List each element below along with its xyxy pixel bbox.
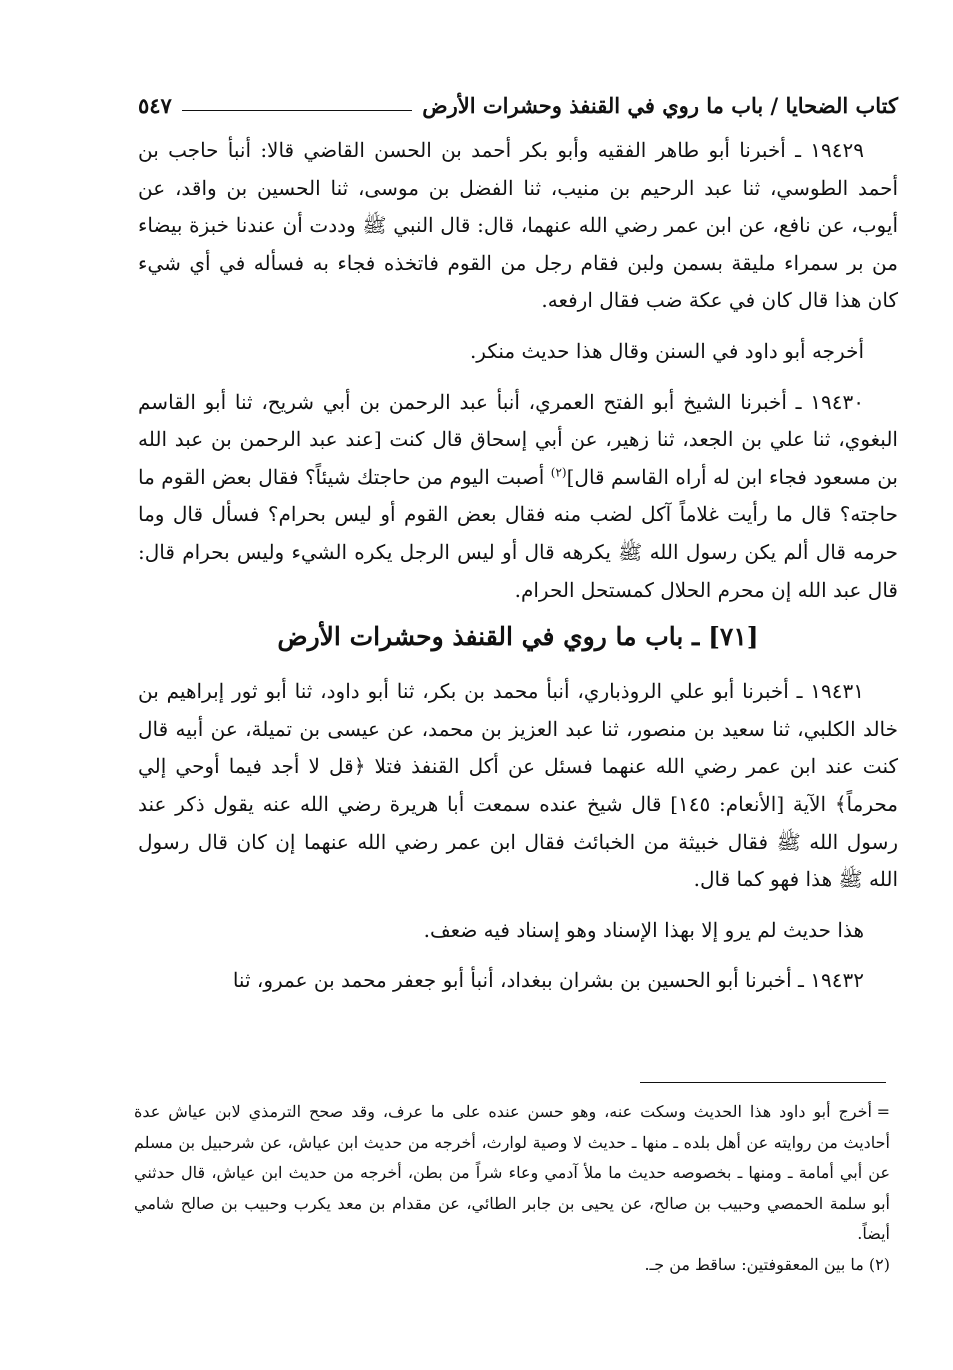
hadith-19430-part1: ١٩٤٣٠ ـ أخبرنا الشيخ أبو الفتح العمري، أنبأ عبد الرحمن بن أبي شريح، ثنا أبو القاسم البغوي، ثنا علي بن الجعد، ثنا زهير، عن أبي إسحاق قال كنت [عند عبد الرحمن بن عبد الله بن مسعود فجاء ابن له أراه القاسم قال] [138, 389, 898, 489]
footnote-continued [134, 1097, 890, 1250]
hadith-19432: ١٩٤٣٢ ـ أخبرنا أبو الحسين بن بشران ببغداد، أنبأ أبو جعفر محمد بن عمرو، ثنا [232, 968, 864, 993]
page-number: ٥٤٧ [138, 93, 172, 118]
header-rule [182, 110, 412, 111]
footnote-ref-2: (٢) [550, 465, 567, 480]
footnote-continued-text: أخرج أبو داود هذا الحديث وسكت عنه، وهو حسن عنده على ما عرف، وقد صحح الترمذي لابن عياش عدة أحاديث من روايته عن أهل بلده ـ منها ـ حديث لا وصية لوارث، أخرجه من حديث ابن عياش، عن شرحبيل بن مسلم عن أبي أمامة ـ ومنها ـ بخصوصه حديث ما ملأ آدمي وعاء شراً من بطن، أخرجه من حديث ابن عياش، قال حدثني أبو سلمة الحمصي وحبيب بن صالح، عن يحيى بن جابر الطائي، عن مقدام بن معد يكرب وحبيب بن صالح شامي أيضاً. [134, 1102, 890, 1243]
isnad-note: هذا حديث لم يرو إلا بهذا الإسناد وهو إسناد فيه ضعف. [423, 917, 864, 942]
running-header [138, 84, 898, 118]
hadith-19431: ١٩٤٣١ ـ أخبرنا أبو علي الروذباري، أنبأ محمد بن بكر، ثنا أبو داود، ثنا أبو ثور إبراهيم بن خالد الكلبي، ثنا سعيد بن منصور، ثنا عبد العزيز بن محمد، عن عيسى بن تميلة، عن أبيه قال كنت عند ابن عمر رضي الله عنهما فسئل عن أكل القنفذ فتلا ﴿قل لا أجد فيما أوحي إلي محرماً﴾ الآية [الأنعام: ١٤٥] قال شيخ عنده سمعت أبا هريرة رضي الله عنه يقول ذكر عند رسول الله ﷺ فقال خبيثة من الخبائث فقال ابن عمر رضي الله عنهما إن كان قال رسول الله ﷺ هذا فهو كما قال. [138, 679, 899, 892]
footnote-2: (٢) ما بين المعقوفتين: ساقط من جـ. [644, 1254, 890, 1274]
main-text [138, 132, 898, 1000]
continuation-mark: = [876, 1102, 890, 1121]
hadith-19429: ١٩٤٢٩ ـ أخبرنا أبو طاهر الفقيه وأبو بكر أحمد بن الحسن القاضي قالا: أنبأ حاجب بن أحمد الطوسي، ثنا عبد الرحيم بن منيب، ثنا الفضل بن موسى، ثنا الحسين بن واقد، عن أيوب، عن نافع، عن ابن عمر رضي الله عنهما، قال: قال النبي ﷺ وددت أن عندنا خبزة بيضاء من بر سمراء مليقة بسمن ولبن فقام رجل من القوم فاتخذه فجاء به فسأله في أي شيء كان هذا قال كان في عكة ضب فقال ارفعه. [138, 138, 898, 313]
footnote-separator [640, 1082, 886, 1083]
footnotes [134, 1097, 890, 1280]
header-title: كتاب الضحايا / باب ما روي في القنفذ وحشرات الأرض [422, 93, 898, 118]
chapter-heading: [٧١] ـ باب ما روي في القنفذ وحشرات الأرض [277, 622, 759, 652]
hadith-19430 [138, 384, 898, 610]
takhrij-note: أخرجه أبو داود في السنن وقال هذا حديث منكر. [469, 338, 864, 363]
hadith-19430-part2: أصبت اليوم من حاجتك شيئاً؟ فقال بعض القوم ما حاجته؟ قال ما رأيت غلاماً آكل لضب منه فقال بعض القوم أو ليس بحرام؟ فسأل قال وما حرمه قال ألم يكن رسول الله ﷺ يكرهه قال أو ليس الرجل يكره الشيء وليس بحرام قال: قال عبد الله إن محرم الحلال كمستحل الحرام. [138, 464, 898, 602]
